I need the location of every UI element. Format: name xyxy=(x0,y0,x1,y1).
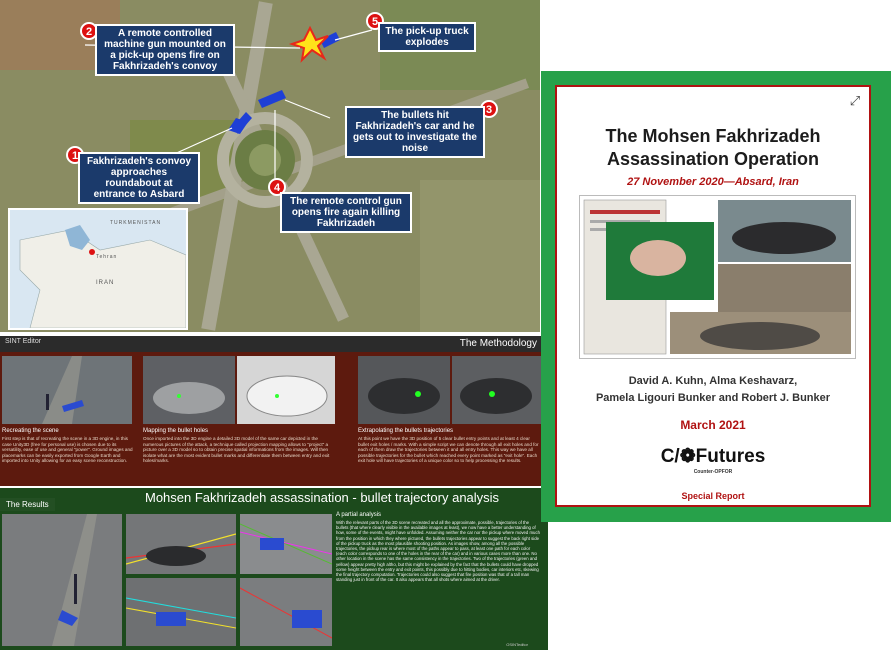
cover-page xyxy=(555,85,871,507)
results-panel xyxy=(0,488,548,650)
authors-line: David A. Kuhn, Alma Keshavarz, xyxy=(628,375,798,387)
report-date: 27 November 2020—Absard, Iran xyxy=(627,176,799,188)
analysis-text: With the relevant parts of the 3D scene recreated and all the approximate, possible, trajectories of the bullets (that where clearly visible in the available images at least), we now have a better understanding of how, some of the events, might have unfolded. Assuming neither the car nor the pickup where moved much from the position in which they where pictured, the bullets trajectories appear to suggest the back right side of the pickup truck as the most plausible shooting position. As images show, among all the possible trajectories, the pickup rear is where most of the paths appear to pass, at least one path for each color (each color corresponds to one of the holes in the rear of the car) and in various cases more than one. No other location in the scene has the same consistency in the trajectories. Two of the trajectories (green and yellow) appear pretty high altho, but this might be explained by the fact that the bullets could have dropped some height between the entry and exit points, this possibly due to hitting bodies, car interiors etc, skewing the final trajectory computation. Trajectories could also suggest that fire position was that of a tall man standing just in front of the car. It also appears that all shots where aimed at the driver. xyxy=(336,520,540,583)
trajectory-render-image xyxy=(240,514,332,574)
car-model-image xyxy=(143,356,235,424)
scene-overview-image xyxy=(2,514,122,646)
report-title xyxy=(557,125,869,171)
callout-number-1: 1 xyxy=(66,146,84,164)
results-tab: The Results xyxy=(0,498,55,511)
car-projection-image xyxy=(237,356,335,424)
inset-label: IRAN xyxy=(96,280,115,286)
methodology-panel xyxy=(0,336,543,486)
c-futures-logo: C/❁Futures xyxy=(660,446,766,467)
methodology-title: The Methodology xyxy=(459,338,537,349)
cover-photo-collage xyxy=(579,195,856,359)
step-heading: Mapping the bullet holes xyxy=(143,428,209,434)
inset-label: TURKMENISTAN xyxy=(110,220,162,226)
step-text: At this point we have the 3D position of 5 clear bullet entry points and at least 4 clear bullet exit holes / marks. With a simple script we can denote through all exit holes and for each of them draw the trajectories between it and all entry holes. This way we have all possible trajectories for the bullet which reached every point marked as "exit hole". Each exit hole will have trajectories of a unique color so to help processing the results. xyxy=(358,436,539,464)
callout-number-4: 4 xyxy=(268,178,286,196)
expand-icon[interactable]: ⤢ xyxy=(849,93,861,108)
osint-logo: SINT Editor xyxy=(5,338,42,345)
scene-render-image xyxy=(2,356,132,424)
step-text: First step is that of recreating the scene in a 3D engine, in this case Unity3D (free for personal use) is chosen due to its versatility, ease of use and general "power". Ground images and placemarks can be easily exported from Google Earth and imported into Unity allowing for an easy scene reconstruction. xyxy=(2,436,133,464)
street-photo xyxy=(718,264,851,312)
analysis-heading: A partial analysis xyxy=(336,512,382,518)
map-panel xyxy=(0,0,540,332)
callout-5: The pick-up truck explodes xyxy=(378,22,476,52)
results-footer: OSINTeditor xyxy=(506,642,528,647)
callout-number-2: 2 xyxy=(80,22,98,40)
report-month: March 2021 xyxy=(680,418,746,432)
callout-1: Fakhrizadeh's convoy approaches roundabout at entrance to Asbard xyxy=(78,152,200,204)
callout-number-5: 5 xyxy=(366,12,384,30)
iran-map-shape xyxy=(10,210,186,328)
trajectory-render-image xyxy=(126,514,236,574)
report-cover[interactable] xyxy=(541,71,891,522)
trajectory-image xyxy=(452,356,542,424)
report-type: Special Report xyxy=(681,491,745,501)
inset-label: Tehran xyxy=(96,254,118,260)
step-heading: Extrapolating the bullets trajectories xyxy=(358,428,454,434)
callout-3: The bullets hit Fakhrizadeh's car and he gets out to investigate the noise xyxy=(345,106,485,158)
callout-4: The remote control gun opens fire again killing Fakhrizadeh xyxy=(280,192,412,233)
results-title: Mohsen Fakhrizadeh assassination - bullet trajectory analysis xyxy=(145,490,500,505)
report-title-line: The Mohsen Fakhrizadeh xyxy=(605,126,821,146)
convoy-car xyxy=(258,90,286,108)
c-futures-tagline: Counter-OPFOR xyxy=(693,469,733,475)
callout-number-3: 3 xyxy=(480,100,498,118)
step-heading: Recreating the scene xyxy=(2,428,59,434)
report-authors xyxy=(557,373,869,407)
trajectory-image xyxy=(358,356,450,424)
trajectory-render-image xyxy=(240,578,332,646)
inset-map xyxy=(8,208,188,330)
step-text: Once imported into the 3D engine a detailed 3D model of the same car depicted in the numerous pictures of the attack, a technique called projection mapping allows to "project" a picture over a 3D model so to obtain precise spatial informations from the images. Will then isolate what are the most evident bullet marks and differentiate them between entry and exit holes/marks. xyxy=(143,436,330,464)
callout-2: A remote controlled machine gun mounted on a pick-up opens fire on Fakhrizadeh's convoy xyxy=(95,24,235,76)
trajectory-render-image xyxy=(126,578,236,646)
authors-line: Pamela Ligouri Bunker and Robert J. Bunker xyxy=(595,392,831,404)
report-title-line: Assassination Operation xyxy=(606,149,820,169)
